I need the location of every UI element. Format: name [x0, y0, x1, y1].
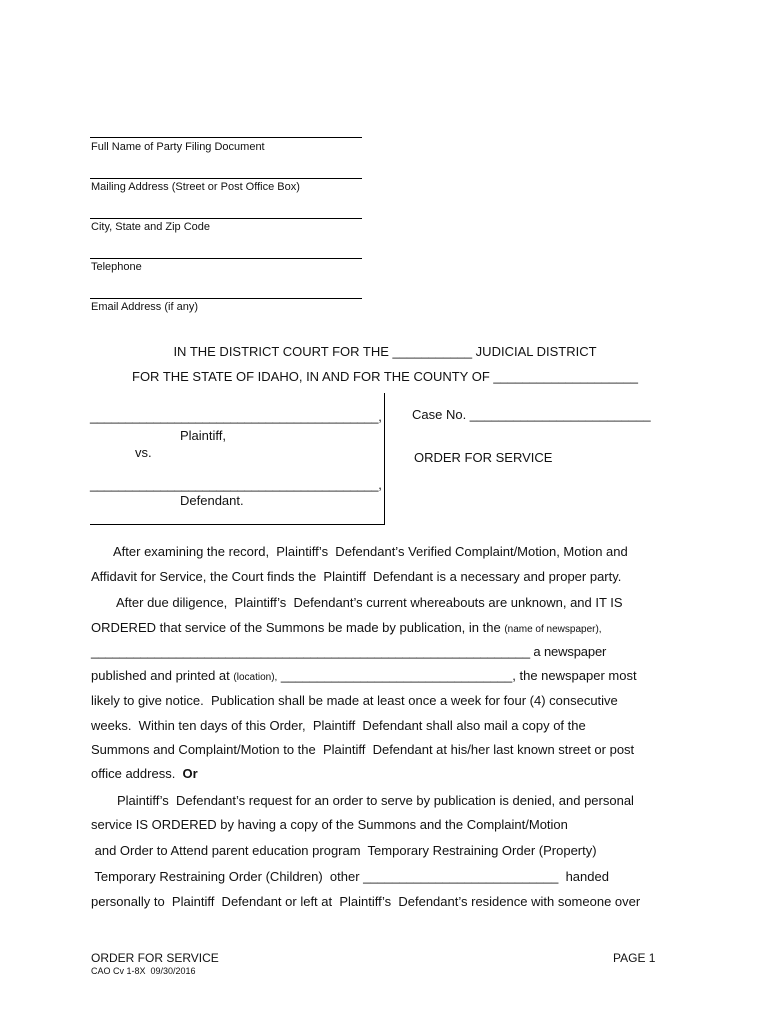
email-label: Email Address (if any) — [91, 301, 198, 313]
body-line-13: and Order to Attend parent education program Temporary Restraining Order (Property) — [91, 843, 597, 858]
body-line-10-text: office address. — [91, 766, 183, 781]
or-separator: Or — [182, 766, 198, 781]
body-line-6-rest: ________________________________, the newspaper most — [277, 668, 637, 683]
body-line-3: After due diligence, Plaintiff’s Defendant’s current whereabouts are unknown, and IT IS — [116, 595, 623, 610]
body-line-11: Plaintiff’s Defendant’s request for an order to serve by publication is denied, and personal — [117, 793, 634, 808]
defendant-label: Defendant. — [180, 493, 244, 508]
footer-form-id: CAO Cv 1-8X 09/30/2016 — [91, 966, 196, 976]
body-line-4-text: ORDERED that service of the Summons be made by publication, in the — [91, 620, 505, 635]
court-header-line2: FOR THE STATE OF IDAHO, IN AND FOR THE COUNTY OF ____________________ — [132, 369, 638, 384]
body-line-10 — [91, 766, 198, 781]
mailing-address-label: Mailing Address (Street or Post Office Box) — [91, 181, 300, 193]
body-line-4 — [91, 620, 602, 635]
page-number: PAGE 1 — [613, 951, 656, 965]
case-number: Case No. _________________________ — [412, 407, 651, 422]
versus-label: vs. — [135, 445, 152, 460]
caption-bottom-rule — [90, 524, 384, 525]
caption-divider — [384, 393, 385, 525]
body-line-6-text: published and printed at — [91, 668, 234, 683]
body-line-9: Summons and Complaint/Motion to the Plaintiff Defendant at his/her last known street or post — [91, 742, 635, 757]
body-line-6 — [91, 668, 637, 683]
court-header-line1: IN THE DISTRICT COURT FOR THE ___________ JUDICIAL DISTRICT — [173, 344, 597, 359]
full-name-label: Full Name of Party Filing Document — [91, 141, 265, 153]
plaintiff-label: Plaintiff, — [180, 428, 227, 443]
plaintiff-name-blank: _________________________________________, — [90, 409, 382, 424]
location-hint: (location), — [233, 672, 278, 683]
newspaper-name-hint: (name of newspaper), — [504, 624, 602, 635]
body-line-8: weeks. Within ten days of this Order, Plaintiff Defendant shall also mail a copy of the — [91, 718, 586, 733]
body-line-1: After examining the record, Plaintiff’s Defendant’s Verified Complaint/Motion, Motion and — [113, 544, 628, 559]
city-state-zip-line — [90, 218, 362, 219]
body-line-7: likely to give notice. Publication shall be made at least once a week for four (4) consecutive — [91, 693, 618, 708]
body-line-2: Affidavit for Service, the Court finds the Plaintiff Defendant is a necessary and proper party. — [91, 569, 622, 584]
mailing-address-line — [90, 178, 362, 179]
defendant-name-blank: _________________________________________, — [90, 477, 382, 492]
document-title: ORDER FOR SERVICE — [414, 450, 553, 465]
full-name-line — [90, 137, 362, 138]
email-line — [90, 298, 362, 299]
telephone-line — [90, 258, 362, 259]
body-line-5: ______________________________________________________________ a newspaper — [91, 644, 607, 659]
body-line-15: personally to Plaintiff Defendant or left at Plaintiff’s Defendant’s residence with someone over — [91, 894, 641, 909]
footer-title: ORDER FOR SERVICE — [91, 951, 219, 965]
telephone-label: Telephone — [91, 261, 142, 273]
body-line-12: service IS ORDERED by having a copy of the Summons and the Complaint/Motion — [91, 817, 568, 832]
city-state-zip-label: City, State and Zip Code — [91, 221, 211, 233]
body-line-14: Temporary Restraining Order (Children) other ___________________________ handed — [91, 869, 609, 884]
